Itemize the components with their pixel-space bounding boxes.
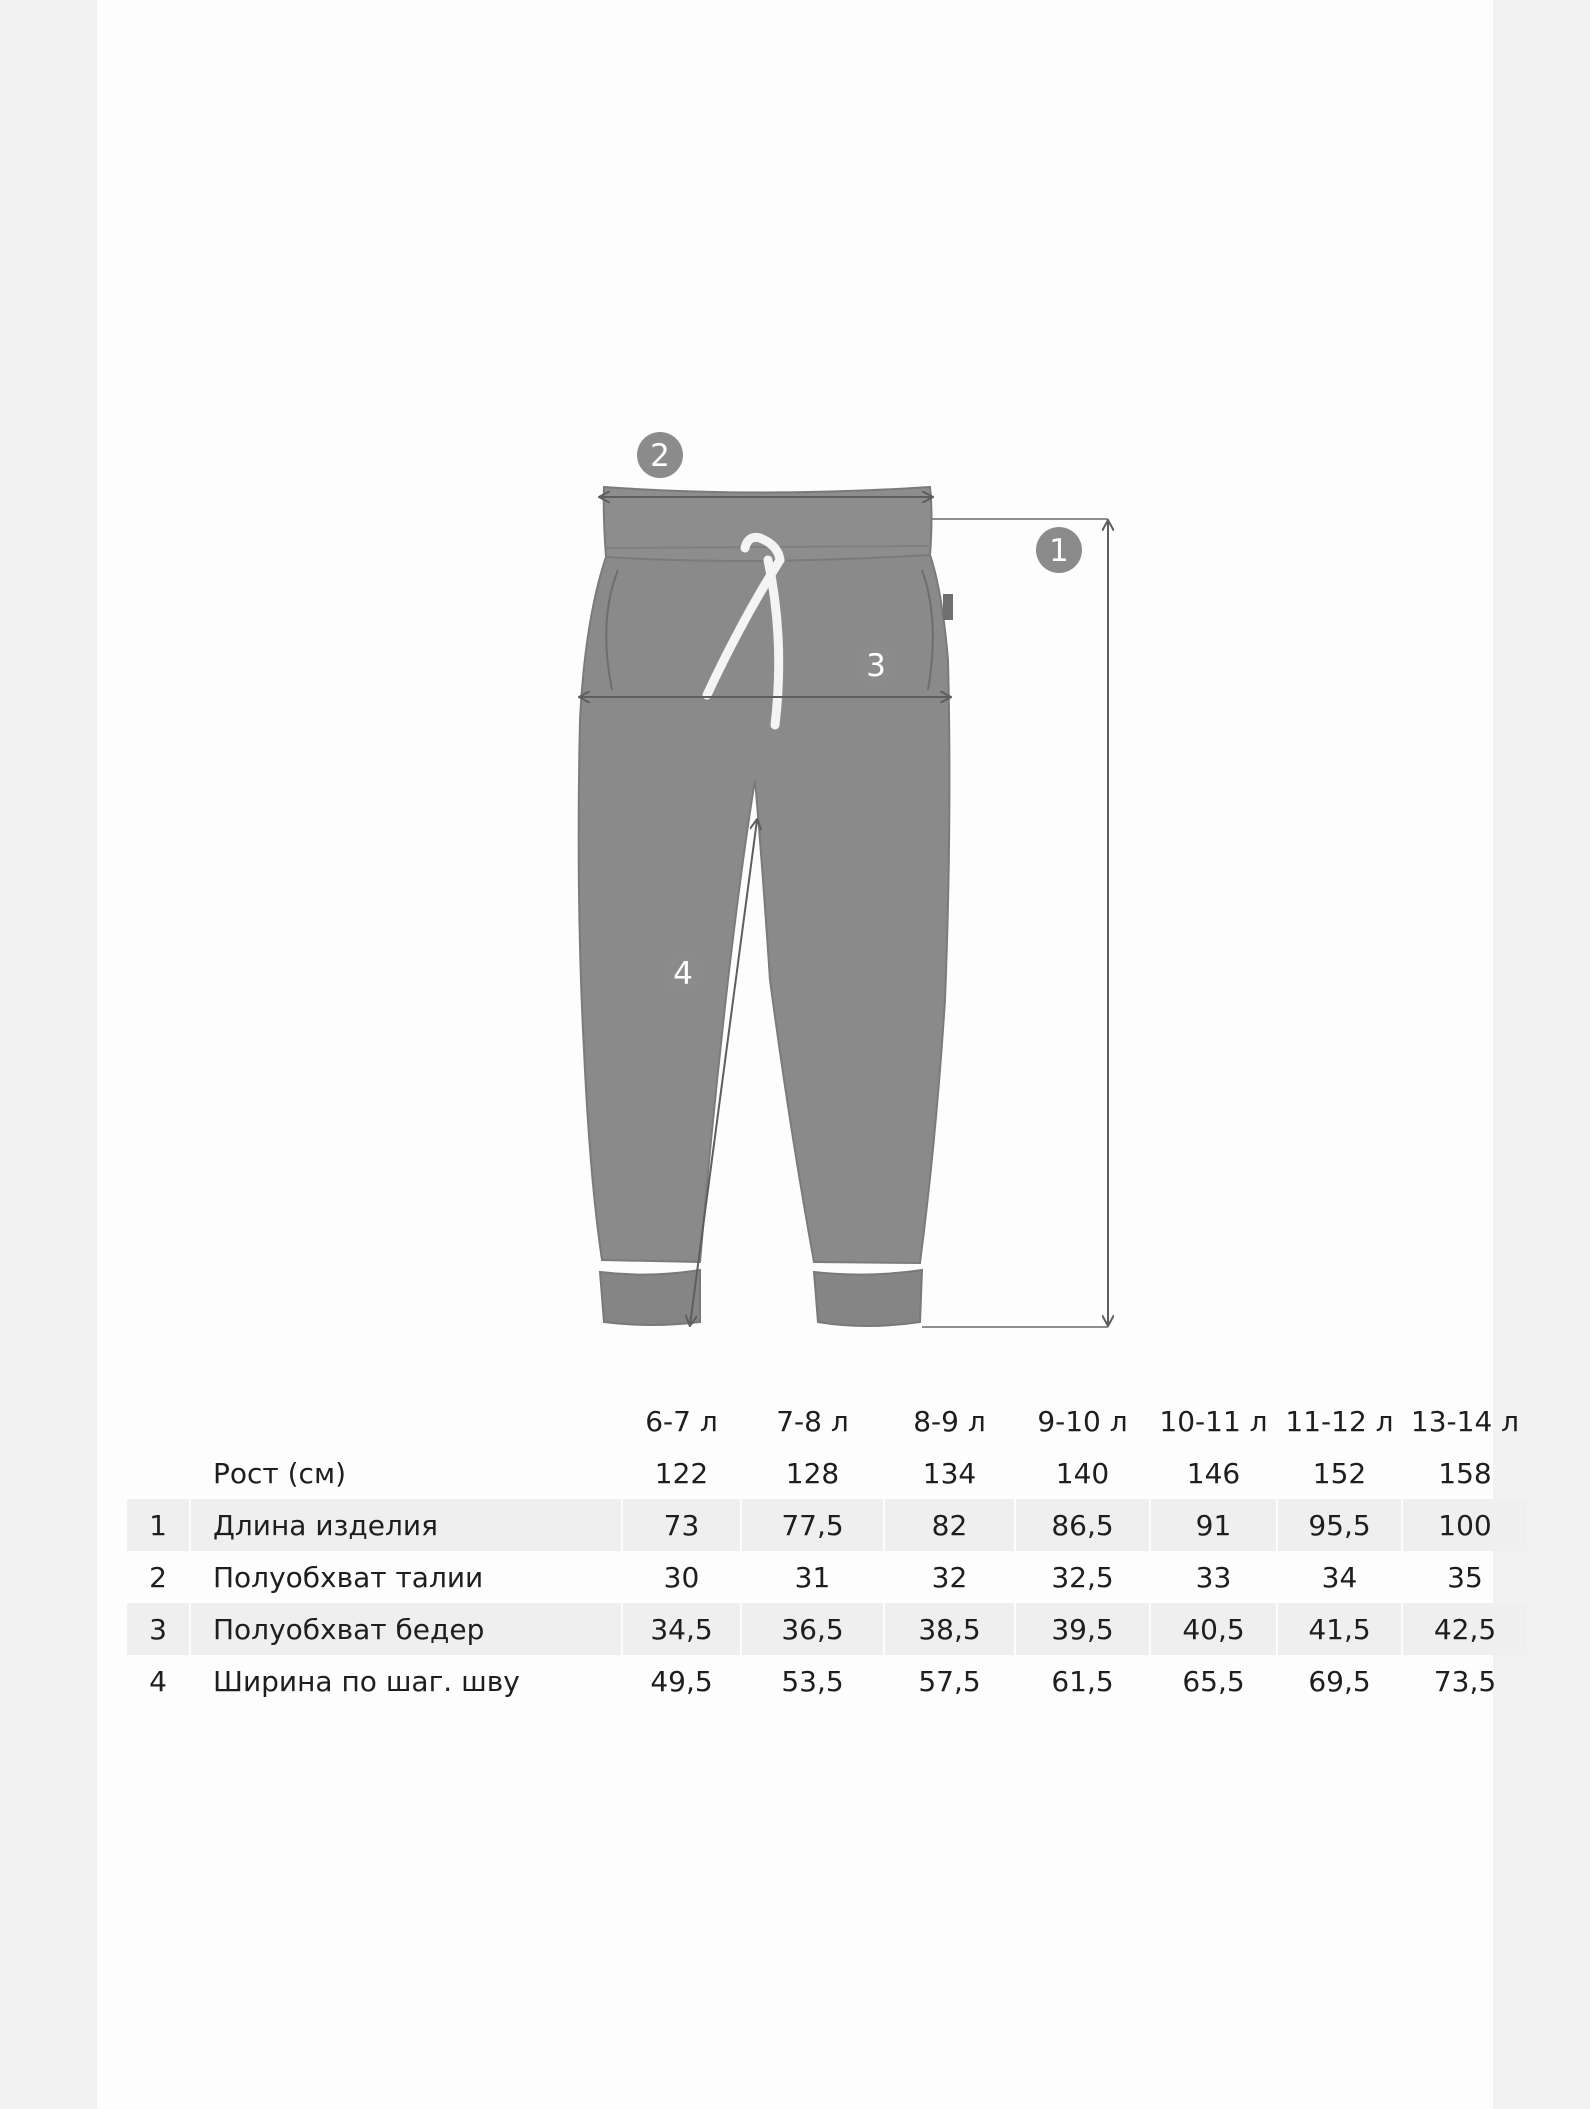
row-number: 3 [127, 1603, 189, 1655]
header-blank-num [127, 1395, 189, 1447]
table-cell: 35 [1447, 1560, 1483, 1594]
height-row-label: Рост (см) [213, 1456, 346, 1490]
table-cell: 152 [1312, 1456, 1367, 1490]
table-cell: 95,5 [1278, 1499, 1401, 1551]
table-cell: 73 [623, 1499, 740, 1551]
table-row-hips [127, 1603, 1527, 1655]
table-cell: 158 [1438, 1456, 1492, 1490]
table-cell: 134 [922, 1456, 977, 1490]
marker-2-label: 2 [650, 438, 670, 474]
table-cell: 34 [1321, 1560, 1358, 1594]
table-cell: 30 [663, 1560, 700, 1594]
size-header-cell: 6-7 л [645, 1404, 718, 1438]
size-header-cell: 13-14 л [1410, 1404, 1520, 1438]
table-cell: 40,5 [1151, 1603, 1276, 1655]
pants-left-cuff [600, 1270, 700, 1325]
marker-1-label: 1 [1049, 533, 1069, 569]
table-cell: 100 [1403, 1499, 1527, 1551]
row-number: 1 [127, 1499, 189, 1551]
row-number: 2 [149, 1560, 167, 1594]
table-cell: 73,5 [1433, 1664, 1497, 1698]
table-cell: 33 [1195, 1560, 1232, 1594]
row-number: 4 [149, 1664, 167, 1698]
size-chart-table [125, 1395, 1529, 1707]
table-cell: 61,5 [1051, 1664, 1114, 1698]
table-cell: 42,5 [1403, 1603, 1527, 1655]
table-cell: 86,5 [1016, 1499, 1149, 1551]
measurement-1-length [922, 519, 1108, 1327]
table-cell: 32,5 [1051, 1560, 1114, 1594]
table-cell: 65,5 [1182, 1664, 1245, 1698]
table-cell: 140 [1055, 1456, 1110, 1490]
pants-right-cuff [814, 1270, 922, 1326]
table-cell: 31 [794, 1560, 831, 1594]
table-cell: 38,5 [885, 1603, 1014, 1655]
brand-tag [943, 594, 953, 620]
pants-illustration [579, 487, 953, 1326]
marker-3-label: 3 [866, 648, 886, 684]
measurement-2-waist [600, 432, 932, 497]
table-cell: 122 [654, 1456, 709, 1490]
table-cell: 39,5 [1016, 1603, 1149, 1655]
size-header-cell: 9-10 л [1037, 1404, 1128, 1438]
size-header-cell: 11-12 л [1285, 1404, 1394, 1438]
table-cell: 69,5 [1308, 1664, 1371, 1698]
table-row-waist [127, 1551, 1527, 1603]
pants-waistband [604, 487, 932, 561]
size-header-row [127, 1395, 1527, 1447]
table-cell: 57,5 [918, 1664, 981, 1698]
height-row [127, 1447, 1527, 1499]
table-cell: 128 [785, 1456, 840, 1490]
row-label: Ширина по шаг. шву [213, 1664, 520, 1698]
table-row-inseam [127, 1655, 1527, 1707]
size-header-cell: 8-9 л [913, 1404, 986, 1438]
table-cell: 91 [1151, 1499, 1276, 1551]
table-cell: 32 [931, 1560, 968, 1594]
table-cell: 82 [885, 1499, 1014, 1551]
size-header-cell: 7-8 л [776, 1404, 849, 1438]
size-header-cell: 10-11 л [1159, 1404, 1268, 1438]
height-row-blank [127, 1447, 189, 1499]
row-label: Длина изделия [191, 1499, 621, 1551]
table-cell: 49,5 [650, 1664, 713, 1698]
table-row-length [127, 1499, 1527, 1551]
table-cell: 53,5 [781, 1664, 844, 1698]
row-label: Полуобхват талии [213, 1560, 484, 1594]
row-label: Полуобхват бедер [191, 1603, 621, 1655]
table-cell: 41,5 [1278, 1603, 1401, 1655]
table-cell: 146 [1186, 1456, 1241, 1490]
table-cell: 77,5 [742, 1499, 883, 1551]
table-cell: 34,5 [623, 1603, 740, 1655]
marker-4-label: 4 [673, 956, 693, 992]
header-blank-label [191, 1395, 621, 1447]
table-cell: 36,5 [742, 1603, 883, 1655]
